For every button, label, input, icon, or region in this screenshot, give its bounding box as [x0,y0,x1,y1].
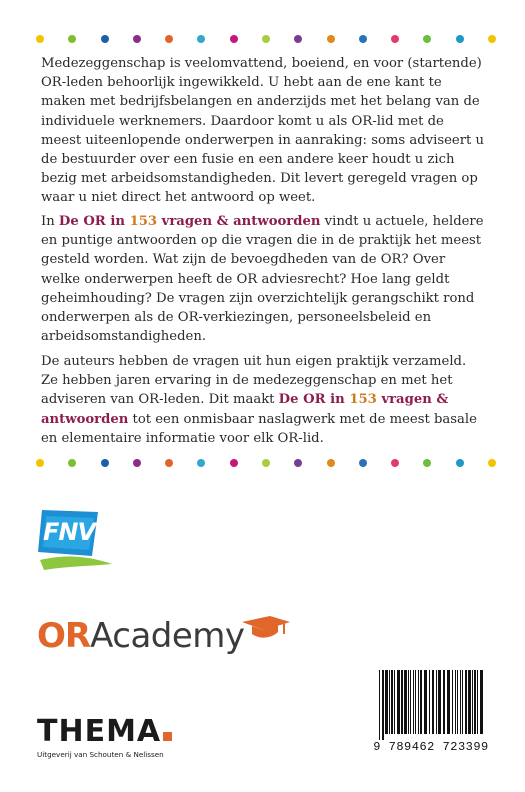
body-text: Medezeggenschap is veelomvattend, boeiend, en voor (startende) OR-leden behoorlijk ingewikkeld. U hebt aan de ene kant te maken met bedrijfsbelangen en anderzijds met het belang van de individuele werknemers. Daardoor komt u als OR-lid met de meest uiteenlopende onderwerpen in aanraking: soms adviseert u de bestuurder over een fusie en een andere keer houdt u zich bezig met arbeidsomstandigheden. Dit levert geregeld vragen op waar u niet direct het antwoord op weet. [41,56,485,206]
barcode-bar [447,670,450,734]
barcode-bar [457,670,458,734]
decorative-dot [423,35,431,43]
decorative-dot [68,459,76,467]
decorative-dot [133,459,141,467]
book-title-text: De OR in [58,214,130,229]
fnv-logo-text: FNV [42,518,96,546]
decorative-dot [165,459,173,467]
decorative-dot [456,459,464,467]
blurb-paragraph-1 [41,54,486,208]
fnv-logo [36,506,116,574]
oracademy-logo-academy: Academy [90,616,245,656]
barcode-bar [443,670,445,734]
barcode-bar [420,670,422,734]
barcode-bar [452,670,453,734]
book-title-text: vragen & antwoorden [157,214,321,229]
decorative-dot [36,35,44,43]
barcode-bar [413,670,414,734]
oracademy-logo-or: OR [37,616,91,656]
barcode-bar [465,670,467,734]
barcode-bar [397,670,400,734]
body-text: vindt u actuele, heldere en puntige antwoorden op die vragen die in de praktijk het meest gesteld worden. Wat zijn de bevoegdheden van de OR? Over welke onderwerpen heeft de OR adviesrecht? Hoe lang geldt geheimhouding? De vragen zijn overzichtelijk gerangschikt rond onderwerpen als de OR-verkiezingen, personeelsbeleid en arbeidsomstandigheden. [41,214,484,345]
barcode-bar [472,670,473,734]
barcode-bar [410,670,411,734]
barcode-bar [394,670,395,734]
barcode-bar [389,670,390,734]
decorative-dot [488,35,496,43]
barcode-bar [408,670,409,734]
decorative-dot [294,35,302,43]
body-text: In [41,214,59,229]
decorative-dot [456,35,464,43]
isbn-number: 9 789462 723399 [373,740,489,754]
decorative-dot [294,459,302,467]
barcode-bar [401,670,403,734]
decorative-dot-row-bottom [36,458,496,468]
body-text: tot een onmisbaar naslagwerk met de meest basale en elementaire informatie voor elk OR-lid. [41,411,477,446]
decorative-dot [68,35,76,43]
isbn-barcode [369,660,493,764]
barcode-bar [438,670,441,734]
decorative-dot [101,35,109,43]
decorative-dot [230,459,238,467]
decorative-dot [327,35,335,43]
barcode-bar [460,670,461,734]
barcode-bar [391,670,393,734]
decorative-dot-row-top [36,34,496,44]
barcode-bar [379,670,380,740]
barcode-bar [432,670,434,734]
decorative-dot [133,35,141,43]
barcode-bar [385,670,388,734]
book-title-text: De OR in [278,392,350,408]
decorative-dot [359,35,367,43]
blurb-paragraph-2 [41,212,486,346]
book-title-number: 153 [349,392,377,408]
decorative-dot [101,459,109,467]
decorative-dot [391,459,399,467]
decorative-dot [262,35,270,43]
barcode-bar [429,670,430,734]
thema-logo-word: THEMA [37,714,162,749]
decorative-dot [197,459,205,467]
decorative-dot [391,35,399,43]
barcode-bar [424,670,427,734]
decorative-dot [262,459,270,467]
oracademy-logo [37,612,297,660]
decorative-dot [230,35,238,43]
decorative-dot [165,35,173,43]
graduation-cap-icon [240,614,292,642]
book-title-text: vragen & antwoorden [41,392,449,427]
barcode-bar [474,670,476,734]
decorative-dot [327,459,335,467]
barcode-bar [415,670,416,734]
barcode-bar [468,670,471,734]
decorative-dot [36,459,44,467]
barcode-bar [382,670,384,740]
decorative-dot [359,459,367,467]
blurb-paragraph-3 [41,352,486,448]
barcode-bar [418,670,419,734]
barcode-bar [462,670,463,734]
barcode-bar [436,670,437,734]
book-title-number: 153 [129,214,158,229]
barcode-bar [477,670,478,734]
thema-publisher-text: Uitgeverij van Schouten & Nelissen [37,750,164,759]
decorative-dot [423,459,431,467]
thema-logo-dot [163,732,172,741]
body-text: De auteurs hebben de vragen uit hun eigen praktijk verzameld. Ze hebben jaren ervaring in de medezeggenschap en met het adviseren van OR-leden. Dit maakt [41,354,467,408]
barcode-bar [455,670,456,734]
decorative-dot [488,459,496,467]
thema-logo [37,715,207,759]
decorative-dot [197,35,205,43]
barcode-bar [404,670,407,734]
barcode-bars [377,670,485,740]
barcode-bar [480,670,483,734]
